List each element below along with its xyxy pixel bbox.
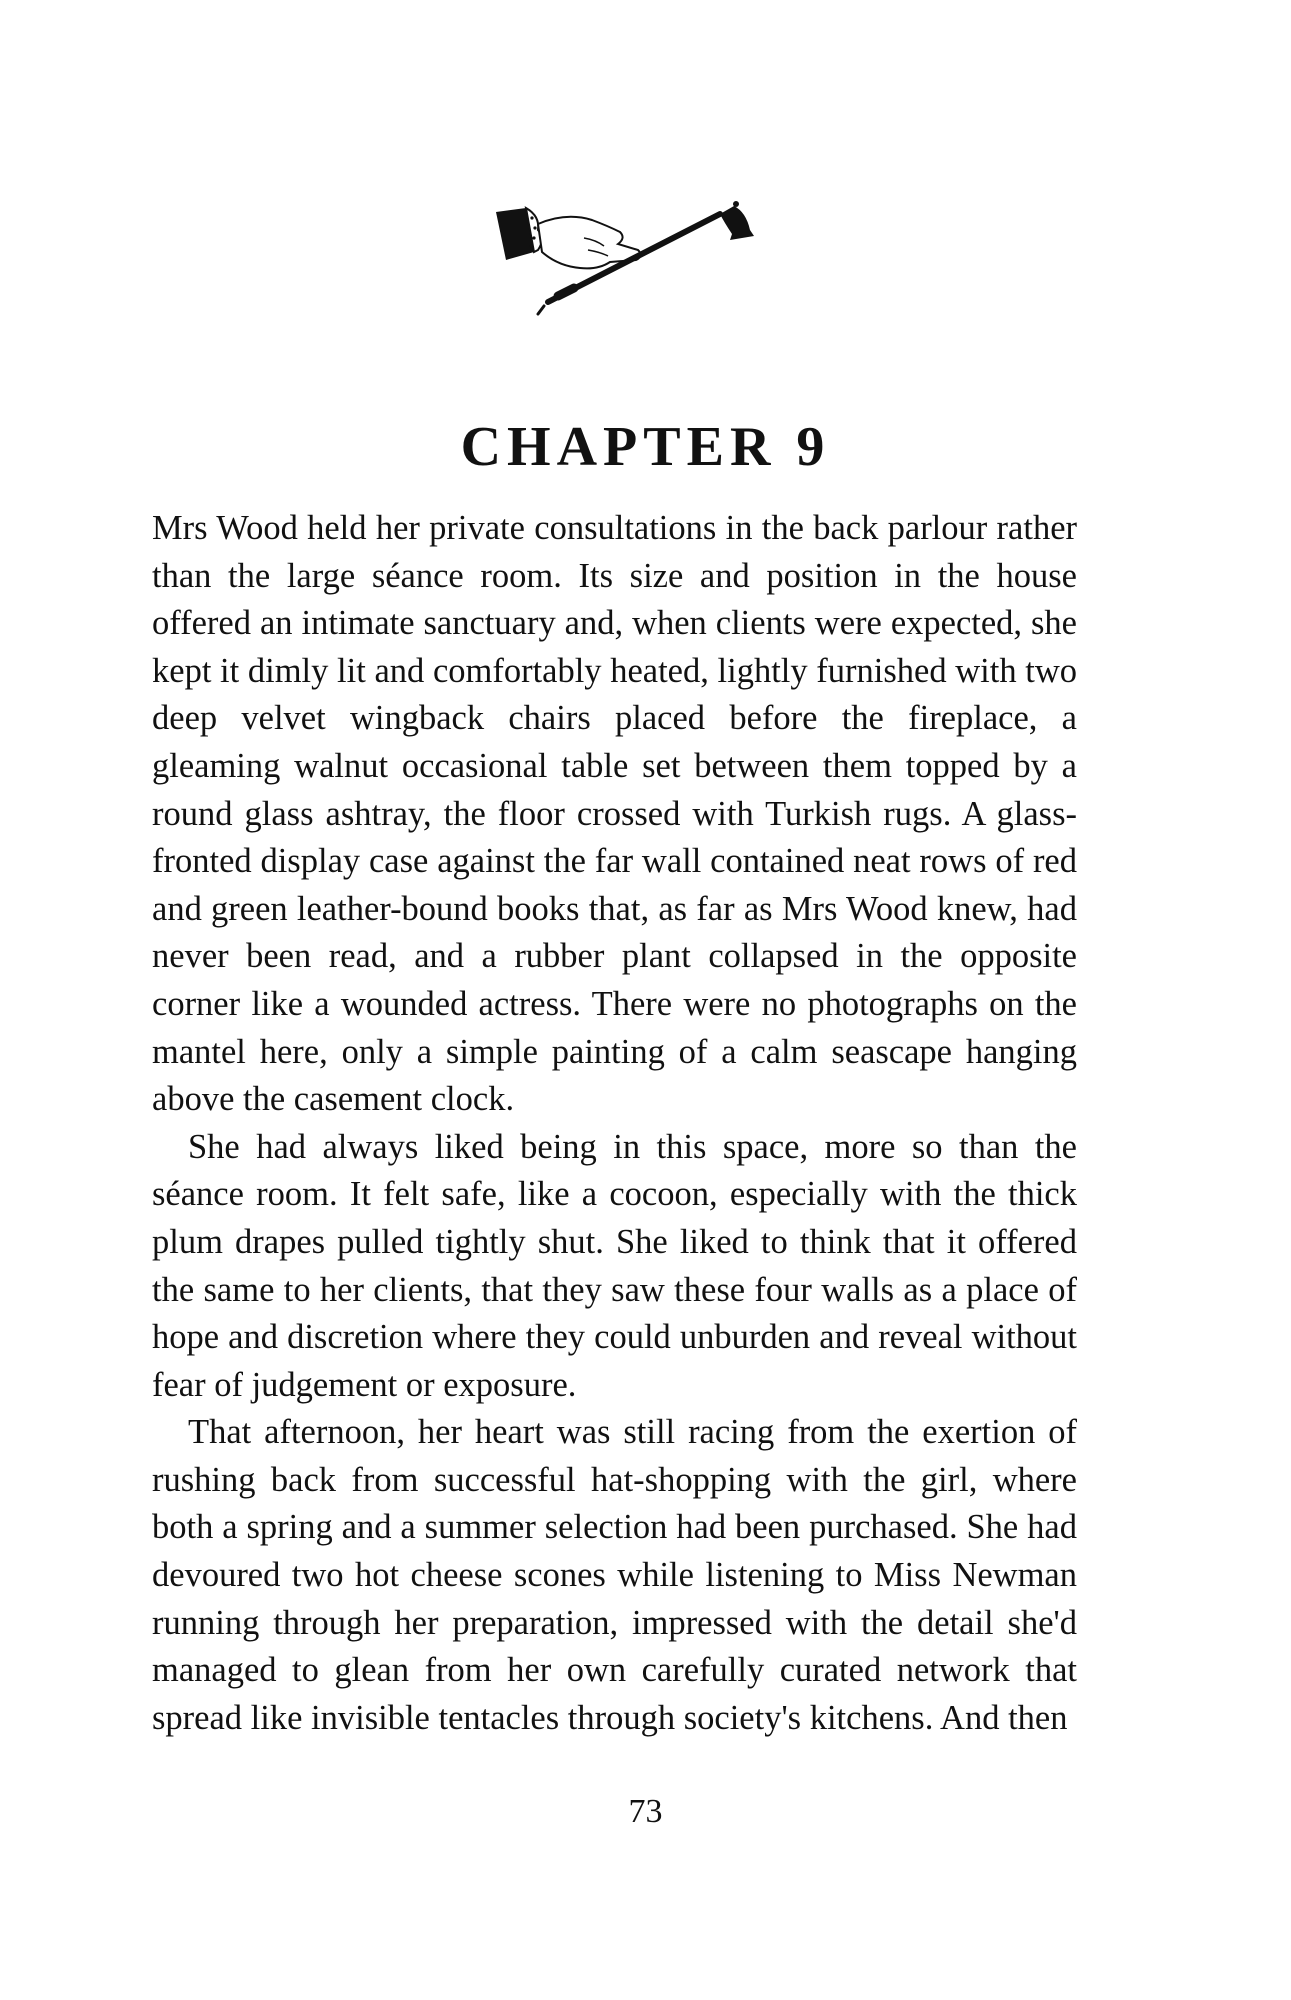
paragraph: That afternoon, her heart was still racing from the exertion of rushing back from successful hat-shopping with the girl, where both a spring and a summer selection had been purchased. She had devoured two hot cheese scones while listening to Miss Newman running through her preparation, impressed with the detail she'd managed to glean from her own carefully curated network that spread like invisible tentacles through society's kitchens. And then (152, 1413, 1077, 1737)
paragraph: Mrs Wood held her private consultations in the back parlour rather than the large séance room. Its size and position in the house offered an intimate sanctuary and, when clients were expected, she kept it dimly lit and comfortably heated, lightly furnished with two deep velvet wingback chairs placed before the fireplace, a gleaming walnut occasional table set between them topped by a round glass ashtray, the floor crossed with Turkish rugs. A glass-fronted display case against the far wall contained neat rows of red and green leather-bound books that, as far as Mrs Wood knew, had never been read, and a rubber plant collapsed in the opposite corner like a wounded actress. There were no photographs on the mantel here, only a simple painting of a calm seascape hanging above the casement clock. (152, 509, 1077, 1119)
hand-candle-snuffer-icon (488, 190, 788, 340)
chapter-body (152, 505, 1077, 1742)
chapter-title: CHAPTER 9 (460, 416, 831, 478)
paragraph: She had always liked being in this space, more so than the séance room. It felt safe, like a cocoon, especially with the thick plum drapes pulled tightly shut. She liked to think that it offered the same to her clients, that they saw these four walls as a place of hope and discretion where they could unburden and reveal without fear of judgement or exposure. (152, 1127, 1077, 1404)
page-number: 73 (628, 1793, 663, 1830)
